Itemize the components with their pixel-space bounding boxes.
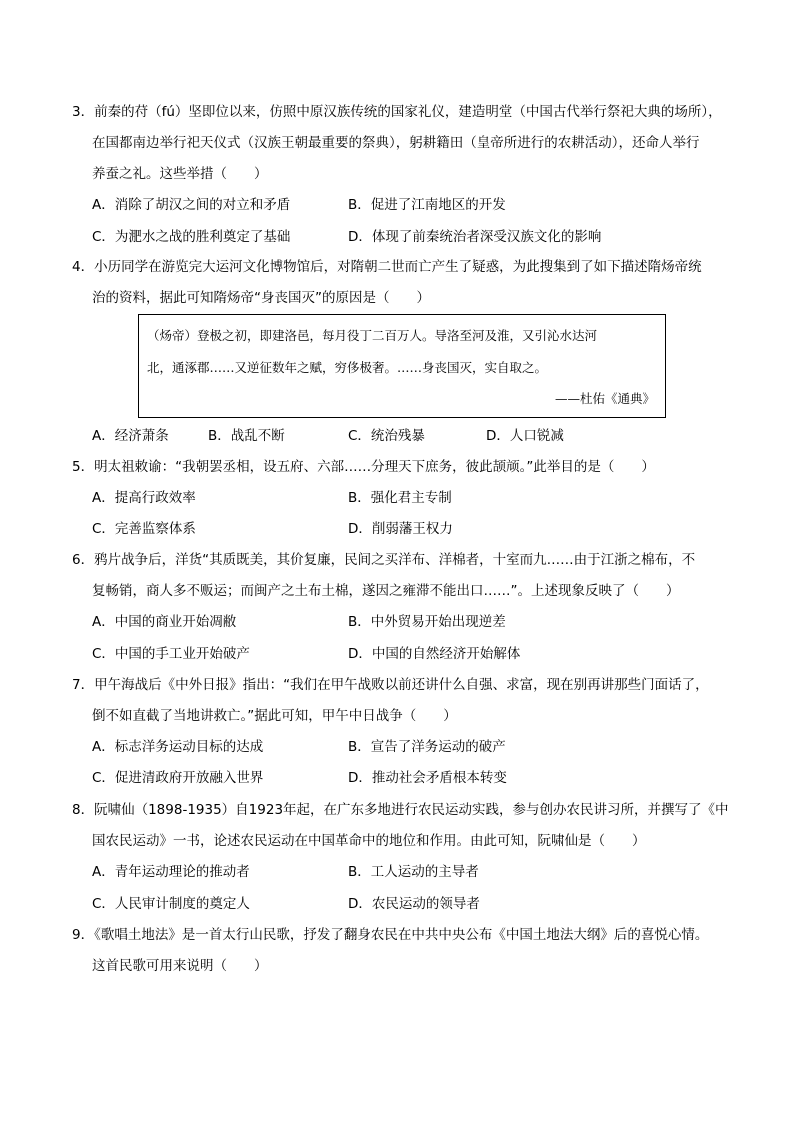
question-3-option-b[interactable]: B．促进了江南地区的开发 — [348, 197, 506, 213]
question-3-stem-line-1: 3．前秦的苻（fú）坚即位以来，仿照中原汉族传统的国家礼仪，建造明堂（中国古代举行祭祀大典的场所）， — [72, 104, 722, 120]
question-3-stem-line-2: 在国都南边举行祀天仪式（汉族王朝最重要的祭典），躬耕籍田（皇帝所进行的农耕活动），还命人举行 — [92, 135, 700, 151]
question-4-stem-line-2: 治的资料，据此可知隋炀帝“身丧国灭”的原因是（ ） — [92, 290, 430, 306]
question-4-option-d[interactable]: D．人口锐减 — [486, 428, 564, 444]
question-6-option-c[interactable]: C．中国的手工业开始破产 — [92, 646, 250, 662]
question-7-option-b[interactable]: B．宣告了洋务运动的破产 — [348, 739, 506, 755]
question-3-option-a[interactable]: A．消除了胡汉之间的对立和矛盾 — [92, 197, 291, 213]
quote-box — [138, 314, 666, 418]
question-6-option-a[interactable]: A．中国的商业开始凋敝 — [92, 614, 237, 630]
question-9-stem-line-2: 这首民歌可用来说明（ ） — [92, 958, 268, 974]
question-8-option-c[interactable]: C．人民审计制度的奠定人 — [92, 896, 250, 912]
question-8-stem-line-1: 8．阮啸仙（1898-1935）自1923年起，在广东多地进行农民运动实践，参与创办农民讲习所，并撰写了《中 — [72, 802, 729, 818]
question-3-option-c[interactable]: C．为淝水之战的胜利奠定了基础 — [92, 229, 291, 245]
quote-line-2: 北，通涿郡……又逆征数年之赋，穷侈极奢。……身丧国灭，实自取之。 — [147, 360, 548, 375]
question-5-option-a[interactable]: A．提高行政效率 — [92, 490, 196, 506]
question-7-option-c[interactable]: C．促进清政府开放融入世界 — [92, 770, 264, 786]
question-7-option-a[interactable]: A．标志洋务运动目标的达成 — [92, 739, 264, 755]
question-6-option-b[interactable]: B．中外贸易开始出现逆差 — [348, 614, 506, 630]
question-4-option-b[interactable]: B．战乱不断 — [208, 428, 285, 444]
question-8-option-d[interactable]: D．农民运动的领导者 — [348, 896, 480, 912]
quote-source: ——杜佑《通典》 — [554, 391, 655, 406]
question-3-option-d[interactable]: D．体现了前秦统治者深受汉族文化的影响 — [348, 229, 602, 245]
question-8-option-b[interactable]: B．工人运动的主导者 — [348, 864, 479, 880]
question-7-stem-line-2: 倒不如直截了当地讲救亡。”据此可知，甲午中日战争（ ） — [92, 708, 457, 724]
question-6-stem-line-2: 复畅销，商人多不贩运；而闽产之土布土棉，遂因之雍滞不能出口……”。上述现象反映了（ ） — [92, 583, 680, 599]
question-8-option-a[interactable]: A．青年运动理论的推动者 — [92, 864, 250, 880]
question-5-option-b[interactable]: B．强化君主专制 — [348, 490, 452, 506]
question-6-stem-line-1: 6．鸦片战争后，洋货“其质既美，其价复廉，民间之买洋布、洋棉者，十室而九……由于江浙之棉布，不 — [72, 552, 696, 568]
question-4-stem-line-1: 4．小历同学在游览完大运河文化博物馆后，对隋朝二世而亡产生了疑惑，为此搜集到了如下描述隋炀帝统 — [72, 259, 702, 275]
question-8-stem-line-2: 国农民运动》一书，论述农民运动在中国革命中的地位和作用。由此可知，阮啸仙是（ ） — [92, 833, 646, 849]
question-4-option-a[interactable]: A．经济萧条 — [92, 428, 169, 444]
question-9-stem-line-1: 9．《歌唱土地法》是一首太行山民歌，抒发了翻身农民在中共中央公布《中国土地法大纲》后的喜悦心情。 — [72, 927, 709, 943]
question-3-stem-line-3: 养蚕之礼。这些举措（ ） — [92, 166, 268, 182]
question-4-option-c[interactable]: C．统治残暴 — [348, 428, 425, 444]
question-7-option-d[interactable]: D．推动社会矛盾根本转变 — [348, 770, 507, 786]
question-5-option-c[interactable]: C．完善监察体系 — [92, 521, 196, 537]
question-5-option-d[interactable]: D．削弱藩王权力 — [348, 521, 453, 537]
question-6-option-d[interactable]: D．中国的自然经济开始解体 — [348, 646, 521, 662]
question-5-stem-line-1: 5．明太祖敕谕：“我朝罢丞相，设五府、六部……分理天下庶务，彼此颉颃。”此举目的是（ ） — [72, 459, 655, 475]
quote-line-1: （炀帝）登极之初，即建洛邑，每月役丁二百万人。导洛至河及淮，又引沁水达河 — [147, 328, 598, 343]
question-7-stem-line-1: 7．甲午海战后《中外日报》指出：“我们在甲午战败以前还讲什么自强、求富，现在别再讲那些门面话了， — [72, 677, 709, 693]
